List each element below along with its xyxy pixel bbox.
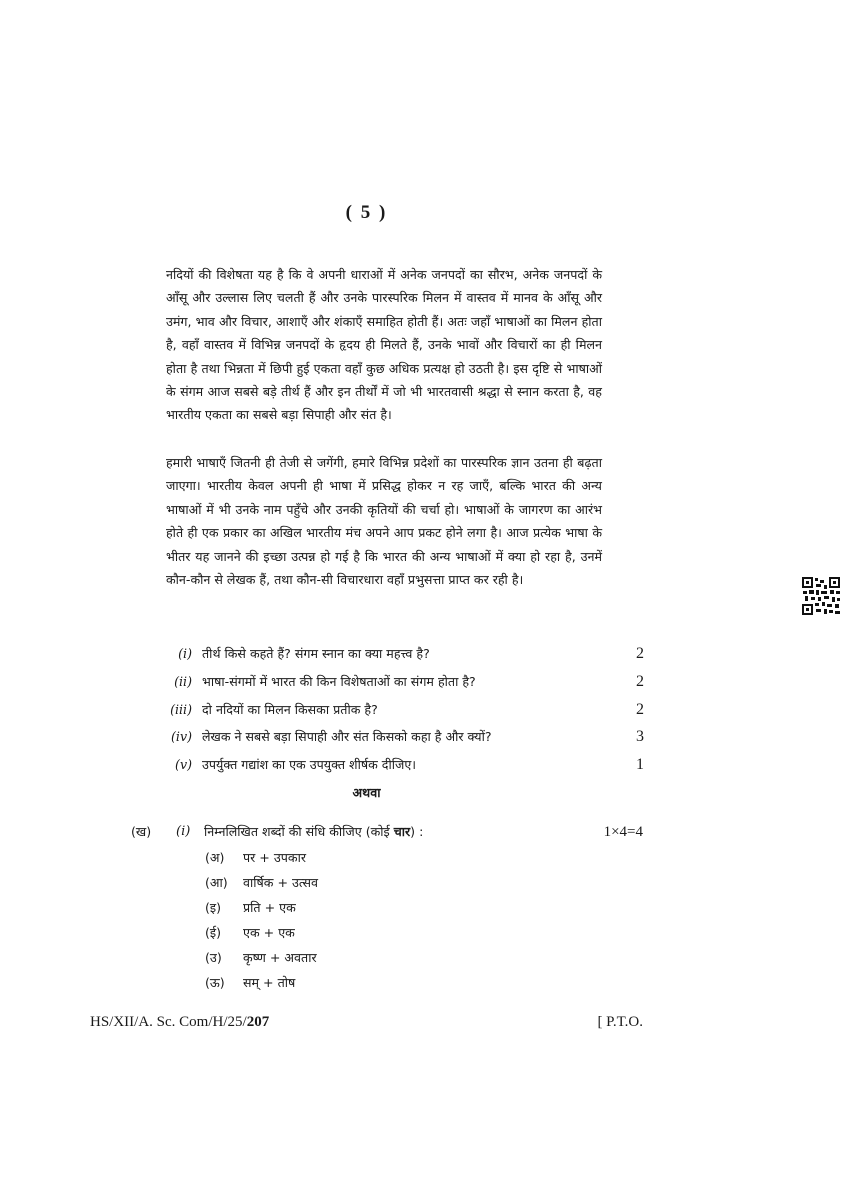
question-row [166, 753, 644, 777]
question-row [166, 642, 644, 666]
option-text: कृष्ण + अवतार [243, 950, 317, 965]
passage-paragraph-1: नदियों की विशेषता यह है कि वे अपनी धाराओं में अनेक जनपदों का सौरभ, अनेक जनपदों के आँसू और उल्लास लिए चलती हैं और उनके पारस्परिक मिलन में वास्तव में मानव के आँसू और उमंग, भाव और विचार, आशाएँ और शंकाएँ समाहित होती हैं। अतः जहाँ भाषाओं का मिलन होता है, वहाँ वास्तव में विभिन्न जनपदों के हृदय ही मिलते हैं, उनके भावों और विचारों का ही मिलन होता है तथा भिन्नता में छिपी हुई एकता वहाँ कुछ अधिक प्रत्यक्ष हो उठती है। इस दृष्टि से भाषाओं के संगम आज सबसे बड़े तीर्थ हैं और इन तीर्थों में जो भी भारतवासी श्रद्धा से स्नान करता है, वह भारतीय एकता का सबसे बड़ा सिपाही और संत है। [166, 267, 602, 423]
option-label: (इ) [205, 900, 222, 915]
question-marks: 3 [636, 728, 644, 745]
instruction-emphasis: चार [393, 824, 411, 839]
question-marks: 2 [636, 701, 644, 718]
option-label: (आ) [205, 875, 228, 890]
question-marks: 2 [636, 645, 644, 662]
option-text: पर + उपकार [243, 850, 307, 865]
option-label: (ई) [205, 925, 222, 940]
question-row [166, 670, 644, 694]
qr-code-icon [802, 577, 840, 615]
option-item [205, 920, 295, 945]
question-number: (iii) [170, 702, 192, 717]
sandhi-instruction [204, 820, 423, 844]
option-label: (उ) [205, 950, 222, 965]
paper-code-number: 207 [246, 1014, 270, 1030]
option-label: (ऊ) [205, 975, 225, 990]
passage-paragraph-2: हमारी भाषाएँ जितनी ही तेजी से जगेंगी, हमारे विभिन्न प्रदेशों का पारस्परिक ज्ञान उतना ही बढ़ता जाएगा। भारतीय केवल अपनी ही भाषा में प्रसिद्ध होकर न रह जाएँ, बल्कि भारत की अन्य भाषाओं में भी उनके नाम पहुँचे और उनकी कृतियों की चर्चा हो। भाषाओं के जागरण का आरंभ होते ही एक प्रकार का अखिल भारतीय मंच अपने आप प्रकट होने लगा है। आज प्रत्येक भाषा के भीतर यह जानने की इच्छा उत्पन्न हो गई है कि भारत की अन्य भाषाओं में क्या हो रहा है, उनमें कौन-कौन से लेखक हैं, तथा कौन-सी विचारधारा वहाँ प्रभुसत्ता प्राप्त कर रही है। [166, 455, 602, 588]
page-number: ( 5 ) [345, 202, 388, 223]
question-text: उपर्युक्त गद्यांश का एक उपयुक्त शीर्षक दीजिए। [202, 757, 417, 772]
option-text: सम् + तोष [243, 975, 296, 990]
question-number: (iv) [171, 729, 192, 744]
paper-code [90, 1014, 269, 1031]
option-label: (अ) [205, 850, 225, 865]
paper-code-prefix: HS/XII/A. Sc. Com/H/25/ [90, 1014, 247, 1030]
question-text: दो नदियों का मिलन किसका प्रतीक है? [202, 702, 378, 717]
question-number: (i) [178, 646, 192, 661]
option-item [205, 845, 306, 870]
option-text: वार्षिक + उत्सव [243, 875, 319, 890]
athava-divider: अथवा [352, 785, 381, 800]
question-text: भाषा-संगमों में भारत की किन विशेषताओं का संगम होता है? [202, 674, 476, 689]
section-label: (ख) [131, 824, 152, 839]
sub-question-number: (i) [176, 824, 191, 839]
option-item [205, 945, 317, 970]
instruction-text-end: ) : [410, 824, 424, 839]
option-text: प्रति + एक [243, 900, 296, 915]
instruction-text: निम्नलिखित शब्दों की संधि कीजिए (कोई [204, 824, 394, 839]
question-text: लेखक ने सबसे बड़ा सिपाही और संत किसको कहा है और क्यों? [202, 729, 492, 744]
pto-note: [ P.T.O. [597, 1014, 643, 1030]
section-marks: 1×4=4 [603, 824, 643, 840]
question-marks: 1 [636, 756, 644, 773]
question-row [166, 698, 644, 722]
question-number: (v) [175, 757, 192, 772]
question-text: तीर्थ किसे कहते हैं? संगम स्नान का क्या महत्त्व है? [202, 646, 430, 661]
option-item [205, 870, 318, 895]
option-item [205, 895, 296, 920]
question-marks: 2 [636, 673, 644, 690]
question-number: (ii) [174, 674, 192, 689]
option-item [205, 970, 295, 995]
option-text: एक + एक [243, 925, 295, 940]
question-row [166, 725, 644, 749]
